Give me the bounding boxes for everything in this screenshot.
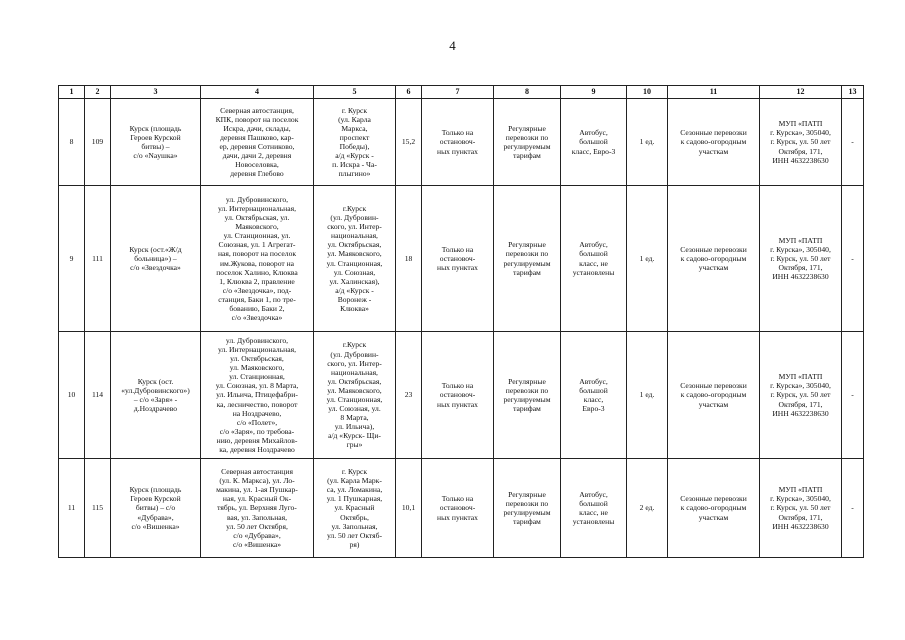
col13-value: -	[842, 332, 864, 459]
intermediate-stops-line: им.Жукова, поворот на	[219, 258, 295, 268]
intermediate-stops-line: Новоселовка,	[235, 160, 279, 170]
stop-order-line: ных пунктах	[437, 512, 478, 522]
transport-type-line: тарифам	[513, 517, 541, 527]
stop-order	[422, 459, 494, 558]
transport-type-line: регулируемым	[503, 142, 551, 151]
schedule-type-line: Сезонные перевозки	[680, 128, 747, 138]
route-name-line: Курск (ост.	[137, 376, 174, 386]
intermediate-stops-line: ная, ул. Красный Ок-	[222, 494, 292, 504]
route-streets-line: ул. Станционная,	[326, 258, 383, 268]
route-name	[111, 459, 201, 558]
intermediate-stops-line: ул. 50 лет Октября,	[226, 521, 288, 531]
intermediate-stops-line: ул. Дубровинского,	[225, 335, 289, 345]
vehicle-class-line: класс, Евро-3	[571, 146, 616, 156]
route-length: 18	[396, 186, 422, 332]
transport-type-line: тарифам	[513, 267, 541, 277]
carrier-info-line: ИНН 4632238630	[772, 521, 829, 531]
schedule-type-line: участкам	[698, 146, 729, 156]
route-streets-line: а/д «Курск- Щи-	[328, 431, 381, 441]
vehicle-count: 1 ед.	[627, 186, 668, 332]
route-streets-line: плыгино»	[338, 169, 371, 179]
route-name-line: Героев Курской	[130, 494, 181, 504]
intermediate-stops-line: (ул. К. Маркса), ул. Ло-	[219, 476, 295, 486]
intermediate-stops-line: ка, лесничество, поворот	[216, 399, 298, 409]
row-number: 10	[59, 332, 85, 459]
route-name-line: – с/о «Заря» -	[133, 395, 178, 404]
schedule-type	[668, 99, 760, 186]
stop-order-line: остановоч-	[439, 253, 476, 263]
schedule-type-line: Сезонные перевозки	[680, 494, 747, 504]
route-streets-line: гры»	[346, 440, 363, 450]
route-number: 114	[85, 332, 111, 459]
route-streets	[314, 99, 396, 186]
route-streets-line: ул. Октябрьская,	[327, 240, 382, 250]
route-number: 111	[85, 186, 111, 332]
route-streets-line: Воронеж -	[337, 294, 372, 304]
vehicle-class-line: установлены	[572, 267, 615, 277]
stop-order-line: Только на	[441, 128, 474, 138]
carrier-info-line: ИНН 4632238630	[772, 272, 829, 282]
route-name-line: больница») –	[134, 253, 177, 263]
col13-value: -	[842, 99, 864, 186]
transport-type	[494, 186, 561, 332]
route-streets-line: ул. Халинская),	[329, 276, 380, 286]
vehicle-count: 1 ед.	[627, 99, 668, 186]
vehicle-class-line: большой	[579, 385, 608, 395]
route-name-line: с/о «Звездочка»	[130, 263, 181, 273]
route-streets-line: Маркса,	[341, 123, 368, 133]
col13-value: -	[842, 186, 864, 332]
stop-order-line: ных пунктах	[437, 263, 478, 273]
schedule-type-line: к садово-огородным	[680, 390, 747, 400]
route-streets-line: ского, ул. Интер-	[327, 358, 382, 368]
column-number-6: 6	[396, 86, 422, 99]
transport-type	[494, 99, 561, 186]
schedule-type-line: участкам	[698, 263, 729, 273]
route-name-line: д.Ноздрачево	[133, 404, 178, 414]
intermediate-stops-line: с/о «Заря», по требова-	[219, 426, 295, 436]
carrier-info	[760, 99, 842, 186]
intermediate-stops-line: деревня Глебово	[230, 169, 284, 179]
column-number-11: 11	[668, 86, 760, 99]
carrier-info-line: Октября, 171,	[778, 512, 823, 522]
intermediate-stops-line: тябрь, ул. Верхняя Луго-	[217, 503, 297, 513]
column-number-1: 1	[59, 86, 85, 99]
route-streets-line: ул. 50 лет Октяб-	[326, 530, 383, 540]
schedule-type	[668, 459, 760, 558]
stop-order-line: остановоч-	[439, 390, 476, 400]
table-row	[59, 332, 864, 459]
schedule-type	[668, 332, 760, 459]
transport-type	[494, 332, 561, 459]
stop-order-line: Только на	[441, 494, 474, 504]
intermediate-stops-line: поселок Халино, Клюква	[216, 267, 298, 277]
table-row	[59, 99, 864, 186]
vehicle-class-line: большой	[579, 137, 608, 147]
row-number: 8	[59, 99, 85, 186]
transport-type-line: регулируемым	[503, 395, 551, 404]
carrier-info-line: Октября, 171,	[778, 263, 823, 273]
transport-type-line: Регулярные	[508, 123, 546, 133]
column-number-12: 12	[760, 86, 842, 99]
route-streets-line: г.Курск	[342, 203, 367, 213]
vehicle-class	[561, 459, 627, 558]
schedule-type-line: к садово-огородным	[680, 137, 747, 147]
vehicle-class-line: Автобус,	[579, 489, 608, 499]
stop-order	[422, 186, 494, 332]
carrier-info-line: г. Курск, ул. 50 лет	[770, 503, 831, 513]
intermediate-stops-line: ул. Союзная, ул. 8 Марта,	[215, 381, 299, 391]
vehicle-class	[561, 186, 627, 332]
route-name	[111, 186, 201, 332]
intermediate-stops-line: с/о «Звездочка»	[231, 313, 283, 323]
route-streets-line: 8 Марта,	[340, 413, 369, 423]
route-streets-line: са, ул. Ломакина,	[326, 485, 383, 495]
schedule-type-line: Сезонные перевозки	[680, 244, 747, 254]
vehicle-count: 2 ед.	[627, 459, 668, 558]
intermediate-stops-line: ная, поворот на поселок	[217, 249, 297, 259]
transport-type-line: Регулярные	[508, 240, 546, 250]
intermediate-stops	[201, 186, 314, 332]
column-number-4: 4	[201, 86, 314, 99]
route-name-line: «Дубрава»,	[137, 512, 174, 522]
intermediate-stops-line: с/о «Полет»,	[236, 417, 278, 427]
page-number: 4	[449, 38, 456, 53]
route-streets-line: национальная,	[331, 231, 378, 241]
intermediate-stops-line: Северная автостанция	[221, 467, 293, 477]
route-streets-line: п. Искра - Ча-	[332, 160, 377, 170]
transport-type-line: тарифам	[513, 151, 541, 161]
carrier-info	[760, 332, 842, 459]
carrier-info-line: МУП «ПАТП	[778, 235, 823, 245]
route-name-line: битвы) –	[141, 142, 170, 151]
column-number-2: 2	[85, 86, 111, 99]
route-streets-line: а/д «Курск -	[335, 285, 374, 295]
stop-order-line: ных пунктах	[437, 399, 478, 409]
vehicle-class-line: большой	[579, 249, 608, 259]
route-length: 23	[396, 332, 422, 459]
carrier-info	[760, 186, 842, 332]
stop-order-line: ных пунктах	[437, 146, 478, 156]
route-length: 15,2	[396, 99, 422, 186]
route-name-line: Курск (ост.«Ж/д	[129, 244, 182, 254]
intermediate-stops-line: нию, деревня Михайлов-	[216, 435, 298, 445]
intermediate-stops-line: с/о «Вишенка»	[232, 539, 282, 549]
carrier-info-line: Октября, 171,	[778, 399, 823, 409]
transport-type-line: перевозки по	[505, 498, 549, 508]
transport-type	[494, 459, 561, 558]
stop-order	[422, 332, 494, 459]
carrier-info-line: г. Курск, ул. 50 лет	[770, 390, 831, 400]
route-streets-line: ул. Станционная,	[326, 395, 383, 404]
intermediate-stops-line: ул. Станционная, ул.	[223, 231, 291, 241]
intermediate-stops-line: ул. Октябрьская,	[230, 354, 284, 364]
route-streets-line: ул. Запольная,	[331, 521, 378, 531]
route-streets-line: Октябрь,	[340, 512, 369, 522]
stop-order-line: Только на	[441, 381, 474, 391]
route-number: 109	[85, 99, 111, 186]
column-number-8: 8	[494, 86, 561, 99]
transport-type-line: Регулярные	[508, 376, 546, 386]
route-name	[111, 99, 201, 186]
carrier-info-line: г. Курска», 305040,	[770, 128, 831, 138]
intermediate-stops-line: ул. Интернациональная,	[217, 203, 297, 213]
route-streets-line: г. Курск	[341, 467, 368, 477]
column-number-10: 10	[627, 86, 668, 99]
transport-type-line: перевозки по	[505, 385, 549, 395]
carrier-info-line: г. Курска», 305040,	[770, 494, 831, 504]
transport-type-line: перевозки по	[505, 132, 549, 142]
route-length: 10,1	[396, 459, 422, 558]
route-name-line: с/о «Вишенка»	[131, 521, 180, 531]
route-streets-line: ского, ул. Интер-	[327, 222, 382, 232]
vehicle-count: 1 ед.	[627, 332, 668, 459]
intermediate-stops-line: на Ноздрачево,	[232, 408, 282, 418]
intermediate-stops-line: станция, Баки 1, по тре-	[218, 294, 296, 304]
route-streets-line: (ул. Дубровин-	[330, 213, 379, 223]
row-number: 11	[59, 459, 85, 558]
intermediate-stops-line: ул. Станционная,	[229, 372, 285, 382]
route-streets-line: (ул. Дубровин-	[330, 349, 379, 359]
schedule-type	[668, 186, 760, 332]
intermediate-stops-line: ка, деревня Ноздрачево	[219, 445, 295, 455]
intermediate-stops-line: ул. Интернациональная,	[217, 344, 297, 354]
route-streets-line: ул. Октябрьская,	[327, 376, 382, 386]
carrier-info-line: ИНН 4632238630	[772, 408, 829, 418]
column-number-13: 13	[842, 86, 864, 99]
route-streets-line: ул. Ильича),	[334, 422, 375, 432]
intermediate-stops-line: деревня Пашково, кар-	[220, 132, 294, 142]
vehicle-class-line: Автобус,	[579, 376, 608, 386]
column-number-row	[59, 86, 864, 99]
transport-type-line: регулируемым	[503, 258, 551, 268]
vehicle-class-line: Автобус,	[579, 128, 608, 138]
stop-order-line: остановоч-	[439, 503, 476, 513]
intermediate-stops-line: Союзная, ул. 1 Агрегат-	[218, 240, 296, 250]
intermediate-stops-line: ул. Ильича, Птицефабри-	[216, 390, 298, 400]
route-streets-line: ря)	[349, 539, 360, 549]
schedule-type-line: участкам	[698, 512, 729, 522]
intermediate-stops	[201, 459, 314, 558]
schedule-type-line: к садово-огородным	[680, 253, 747, 263]
route-streets-line: ул. Союзная,	[333, 267, 376, 277]
route-streets-line: г.Курск	[342, 340, 367, 350]
route-streets-line: ул. Союзная, ул.	[328, 404, 381, 414]
intermediate-stops-line: вая, ул. Запольная,	[226, 512, 288, 522]
transport-type-line: регулируемым	[503, 508, 551, 517]
route-streets-line: ул. Маяковского,	[327, 385, 382, 395]
intermediate-stops-line: Искра, дачи, склады,	[223, 123, 291, 133]
route-streets-line: (ул. Карла	[338, 114, 371, 124]
route-streets-line: ул. Маяковского,	[327, 249, 382, 259]
intermediate-stops-line: 1, Клюква 2, правление	[219, 276, 295, 286]
carrier-info-line: Октября, 171,	[778, 146, 823, 156]
vehicle-class	[561, 332, 627, 459]
intermediate-stops-line: с/о «Дубрава»,	[233, 530, 281, 540]
carrier-info-line: г. Курска», 305040,	[770, 244, 831, 254]
route-streets-line: ул. 1 Пушкарная,	[326, 494, 383, 504]
carrier-info	[760, 459, 842, 558]
route-streets	[314, 186, 396, 332]
route-number: 115	[85, 459, 111, 558]
carrier-info-line: ИНН 4632238630	[772, 155, 829, 165]
intermediate-stops-line: Маяковского,	[235, 222, 279, 232]
vehicle-class-line: большой	[579, 498, 608, 508]
col13-value: -	[842, 459, 864, 558]
routes-table	[58, 85, 864, 558]
stop-order-line: остановоч-	[439, 137, 476, 147]
route-streets-line: (ул. Карла Марк-	[327, 476, 382, 486]
column-number-5: 5	[314, 86, 396, 99]
vehicle-class-line: Евро-3	[582, 404, 605, 414]
carrier-info-line: МУП «ПАТП	[778, 485, 823, 495]
intermediate-stops-line: ул. Маяковского,	[229, 363, 285, 373]
route-streets-line: проспект	[339, 132, 370, 142]
intermediate-stops	[201, 332, 314, 459]
route-name-line: битвы) – с/о	[135, 503, 176, 513]
stop-order-line: Только на	[441, 244, 474, 254]
schedule-type-line: участкам	[698, 399, 729, 409]
transport-type-line: тарифам	[513, 404, 541, 414]
route-streets-line: г. Курск	[341, 105, 368, 115]
table-row	[59, 186, 864, 332]
carrier-info-line: г. Курска», 305040,	[770, 381, 831, 391]
vehicle-class-line: Автобус,	[579, 240, 608, 250]
intermediate-stops-line: ул. Октябрьская, ул.	[224, 213, 290, 223]
schedule-type-line: к садово-огородным	[680, 503, 747, 513]
carrier-info-line: г. Курск, ул. 50 лет	[770, 253, 831, 263]
intermediate-stops-line: Северная автостанция,	[220, 105, 294, 115]
column-number-3: 3	[111, 86, 201, 99]
route-name-line: «ул.Дубровинского»)	[121, 385, 190, 395]
stop-order	[422, 99, 494, 186]
column-number-9: 9	[561, 86, 627, 99]
route-name-line: Курск (площадь	[129, 485, 182, 495]
column-number-7: 7	[422, 86, 494, 99]
intermediate-stops-line: ер, деревня Сотниково,	[219, 142, 295, 151]
intermediate-stops-line: с/о «Звездочка», под-	[222, 285, 292, 295]
vehicle-class-line: класс,	[583, 395, 604, 404]
intermediate-stops-line: макина, ул. 1-ая Пушкар-	[216, 485, 298, 495]
vehicle-class-line: установлены	[572, 517, 615, 527]
route-name-line: Героев Курской	[130, 132, 181, 142]
carrier-info-line: МУП «ПАТП	[778, 119, 823, 129]
vehicle-class	[561, 99, 627, 186]
route-streets-line: Победы),	[339, 142, 370, 151]
carrier-info-line: г. Курск, ул. 50 лет	[770, 137, 831, 147]
transport-type-line: перевозки по	[505, 249, 549, 259]
route-streets-line: ул. Красный	[334, 503, 375, 513]
vehicle-class-line: класс, не	[579, 258, 608, 268]
route-streets-line: а/д «Курск -	[335, 151, 374, 161]
transport-type-line: Регулярные	[508, 489, 546, 499]
row-number: 9	[59, 186, 85, 332]
intermediate-stops-line: КПК, поворот на поселок	[215, 114, 299, 124]
route-name-line: с/о «Naушка»	[133, 151, 178, 161]
intermediate-stops-line: ул. Дубровинского,	[225, 194, 289, 204]
route-streets	[314, 332, 396, 459]
vehicle-class-line: класс, не	[579, 508, 608, 517]
schedule-type-line: Сезонные перевозки	[680, 381, 747, 391]
intermediate-stops-line: дачи, дачи 2, деревня	[222, 151, 292, 161]
intermediate-stops-line: бованию, Баки 2,	[229, 303, 285, 313]
route-name-line: Курск (площадь	[129, 123, 182, 133]
route-streets	[314, 459, 396, 558]
route-streets-line: национальная,	[331, 367, 378, 377]
route-name	[111, 332, 201, 459]
route-streets-line: Клюква»	[340, 303, 369, 313]
intermediate-stops	[201, 99, 314, 186]
carrier-info-line: МУП «ПАТП	[778, 372, 823, 382]
table-row	[59, 459, 864, 558]
